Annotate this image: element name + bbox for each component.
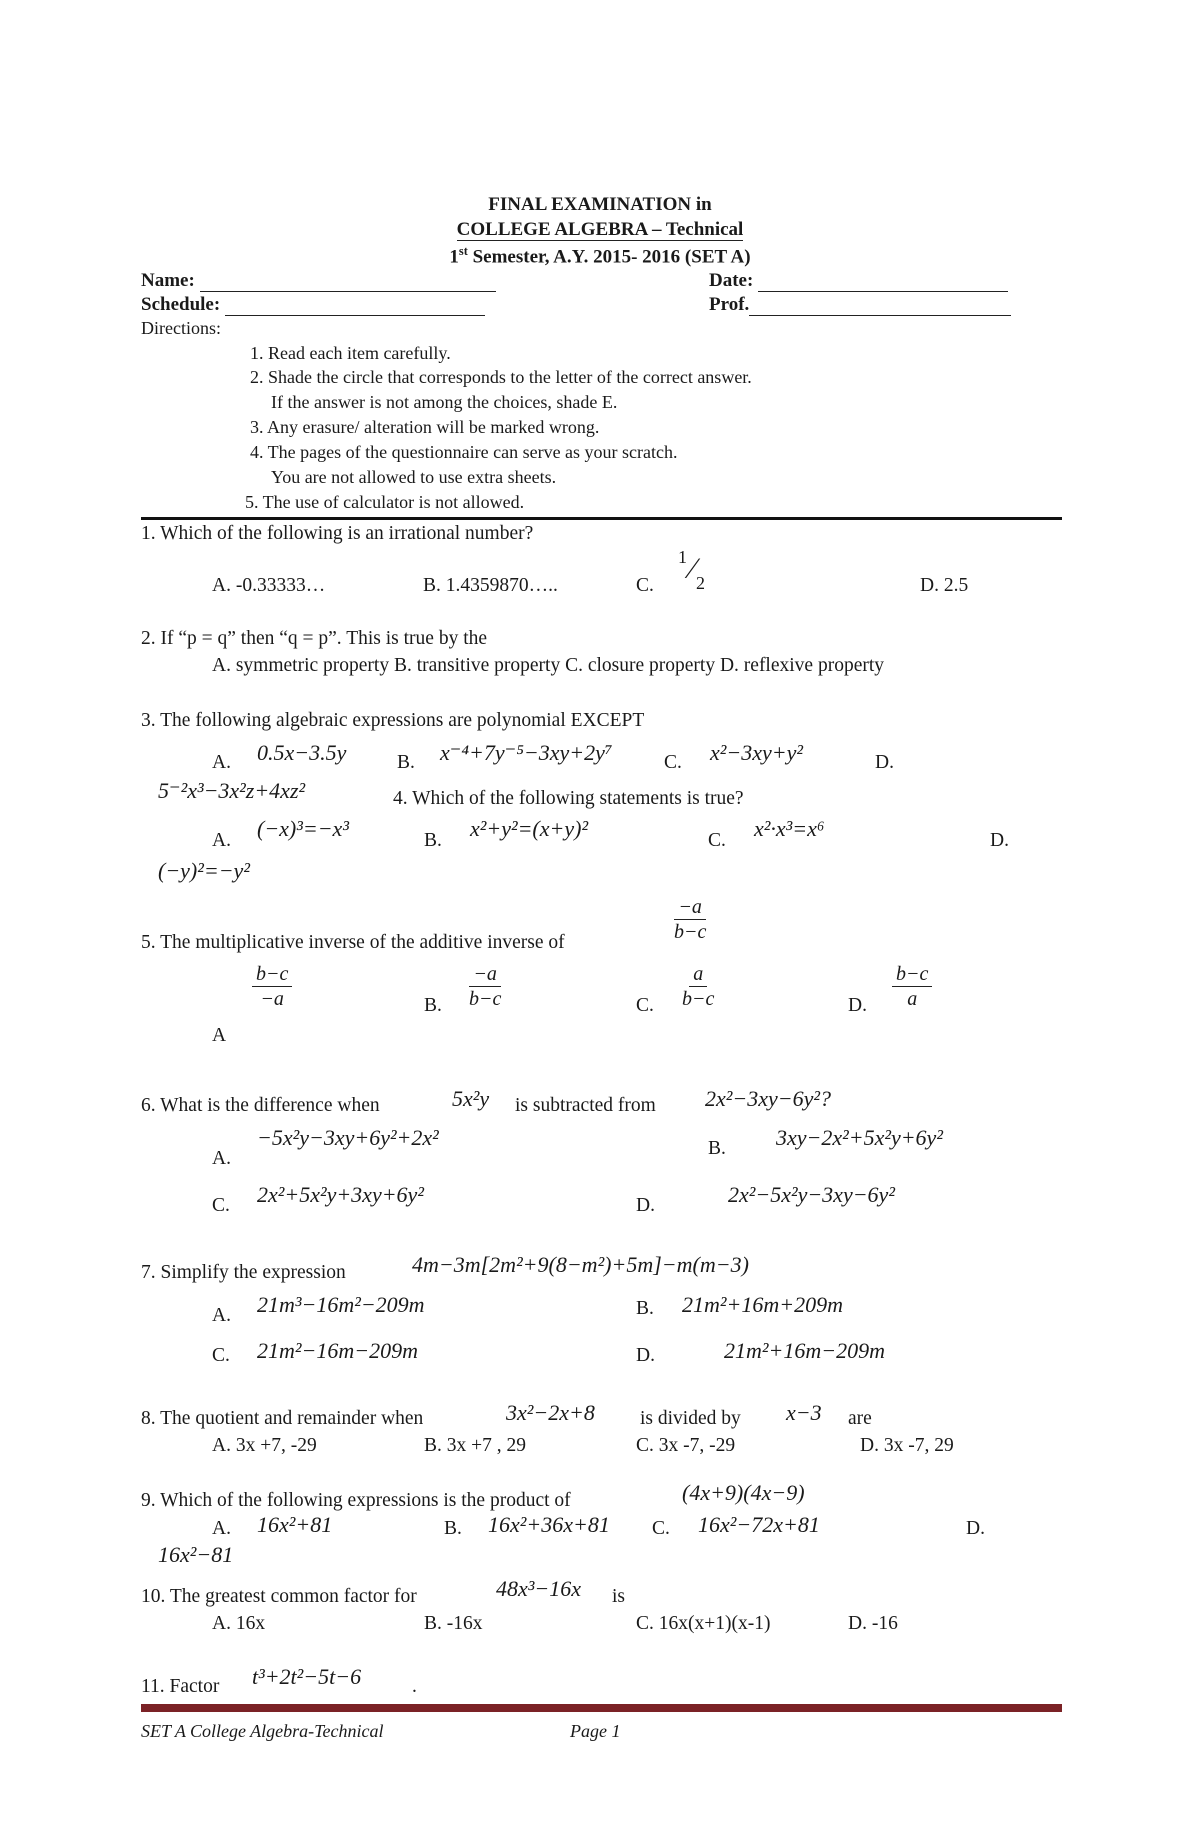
q9-option-c-math: 16x²−72x+81 xyxy=(698,1512,820,1537)
q6-stem-math-2: 2x²−3xy−6y²? xyxy=(705,1086,831,1111)
q5-stem-denominator: b−c xyxy=(674,921,707,943)
q3-option-c-math: x²−3xy+y² xyxy=(710,740,803,765)
q7-stem: 7. Simplify the expression xyxy=(141,1262,346,1283)
q7-option-d-label[interactable]: D. xyxy=(636,1345,655,1366)
footer-rule xyxy=(141,1704,1062,1712)
q5-option-a-fraction xyxy=(252,962,292,1011)
prof-label: Prof. xyxy=(709,294,750,315)
q6-stem-prefix: 6. What is the difference when xyxy=(141,1095,380,1116)
header-divider xyxy=(141,517,1062,520)
q4-option-c-math: x²·x³=x⁶ xyxy=(754,816,825,841)
q2-stem: 2. If “p = q” then “q = p”. This is true by the xyxy=(141,628,488,649)
q7-option-c-label[interactable]: C. xyxy=(212,1345,230,1366)
q3-option-b-math: x⁻⁴+7y⁻⁵−3xy+2y⁷ xyxy=(440,740,613,765)
q5-a-numerator: b−c xyxy=(252,962,292,987)
q8-option-c[interactable]: C. 3x -7, -29 xyxy=(636,1435,736,1456)
q1-option-d[interactable]: D. 2.5 xyxy=(920,575,969,596)
course-title-text: COLLEGE ALGEBRA – Technical xyxy=(456,219,744,240)
direction-item: 3. Any erasure/ alteration will be marked wrong. xyxy=(250,417,600,437)
semester-suffix: st xyxy=(458,244,468,258)
q9-option-c-label[interactable]: C. xyxy=(652,1518,670,1539)
q9-option-b-label[interactable]: B. xyxy=(444,1518,462,1539)
date-field xyxy=(709,270,1008,292)
q11-stem-math: t³+2t²−5t−6 xyxy=(252,1664,362,1689)
q11-stem-post: . xyxy=(412,1676,417,1697)
name-label: Name: xyxy=(141,270,195,291)
q9-option-d-math: 16x²−81 xyxy=(158,1542,234,1567)
q8-option-d[interactable]: D. 3x -7, 29 xyxy=(860,1435,954,1456)
name-blank[interactable] xyxy=(200,275,496,292)
q8-stem-middle: is divided by xyxy=(640,1408,741,1429)
q5-d-numerator: b−c xyxy=(892,962,932,987)
date-label: Date: xyxy=(709,270,754,291)
q10-option-a[interactable]: A. 16x xyxy=(212,1613,266,1634)
q4-option-d-label[interactable]: D. xyxy=(990,830,1009,851)
name-field xyxy=(141,270,496,292)
q11-stem: 11. Factor xyxy=(141,1676,220,1697)
direction-item: You are not allowed to use extra sheets. xyxy=(271,467,557,487)
semester-line xyxy=(0,244,1200,268)
q10-stem-math: 48x³−16x xyxy=(496,1576,581,1601)
q2-options[interactable]: A. symmetric property B. transitive property C. closure property D. reflexive property xyxy=(212,655,885,676)
q7-option-b-label[interactable]: B. xyxy=(636,1298,654,1319)
q9-stem: 9. Which of the following expressions is the product of xyxy=(141,1490,571,1511)
q8-stem-post: are xyxy=(848,1408,872,1429)
q8-stem-math-2: x−3 xyxy=(786,1400,822,1425)
direction-item: 4. The pages of the questionnaire can serve as your scratch. xyxy=(250,442,678,462)
course-title xyxy=(0,219,1200,241)
q9-stem-math: (4x+9)(4x−9) xyxy=(682,1480,805,1505)
q1-c-numerator: 1 xyxy=(678,547,687,567)
q4-stem: 4. Which of the following statements is true? xyxy=(393,788,744,809)
q6-option-d-math: 2x²−5x²y−3xy−6y² xyxy=(728,1182,895,1207)
q10-option-d[interactable]: D. -16 xyxy=(848,1613,898,1634)
q8-option-b[interactable]: B. 3x +7 , 29 xyxy=(424,1435,527,1456)
prof-blank[interactable] xyxy=(749,299,1011,316)
q5-b-numerator: −a xyxy=(469,962,501,987)
q5-option-d-fraction xyxy=(892,962,932,1011)
q9-option-a-label[interactable]: A. xyxy=(212,1518,231,1539)
prof-field xyxy=(709,294,1011,316)
q5-option-c-fraction xyxy=(678,962,718,1011)
q10-stem-post: is xyxy=(612,1586,626,1607)
direction-item: 2. Shade the circle that corresponds to the letter of the correct answer. xyxy=(250,367,752,387)
q5-option-d-label[interactable]: D. xyxy=(848,995,867,1016)
fraction-slash-icon: ⁄ xyxy=(690,552,696,585)
q4-option-b-math: x²+y²=(x+y)² xyxy=(470,816,589,841)
direction-item: 5. The use of calculator is not allowed. xyxy=(245,492,525,512)
q1-stem: 1. Which of the following is an irrational number? xyxy=(141,523,534,544)
schedule-label: Schedule: xyxy=(141,294,221,315)
q4-option-c-label[interactable]: C. xyxy=(708,830,726,851)
q5-option-c-label[interactable]: C. xyxy=(636,995,654,1016)
q10-option-b[interactable]: B. -16x xyxy=(424,1613,483,1634)
date-blank[interactable] xyxy=(758,275,1008,292)
q6-stem-middle: is subtracted from xyxy=(515,1095,656,1116)
semester-text: Semester, A.Y. 2015- 2016 (SET A) xyxy=(467,246,751,268)
q7-option-a-math: 21m³−16m²−209m xyxy=(257,1292,425,1317)
q4-option-d-math: (−y)²=−y² xyxy=(158,858,250,883)
q10-stem: 10. The greatest common factor for xyxy=(141,1586,417,1607)
q7-option-d-math: 21m²+16m−209m xyxy=(724,1338,885,1363)
q6-option-b-label[interactable]: B. xyxy=(708,1138,726,1159)
q6-option-c-label[interactable]: C. xyxy=(212,1195,230,1216)
q5-c-denominator: b−c xyxy=(682,988,715,1010)
q4-option-a-label[interactable]: A. xyxy=(212,830,231,851)
q1-option-c-slash-fraction xyxy=(676,547,716,595)
q9-option-d-label[interactable]: D. xyxy=(966,1518,985,1539)
q3-option-a-label[interactable]: A. xyxy=(212,752,231,773)
q6-stem-math-1: 5x²y xyxy=(452,1086,490,1111)
direction-item: 1. Read each item carefully. xyxy=(250,343,451,363)
q1-c-denominator: 2 xyxy=(696,573,705,593)
q3-option-c-label[interactable]: C. xyxy=(664,752,682,773)
q7-option-a-label[interactable]: A. xyxy=(212,1305,231,1326)
q9-option-a-math: 16x²+81 xyxy=(257,1512,333,1537)
q1-option-b[interactable]: B. 1.4359870….. xyxy=(423,575,558,596)
q7-option-c-math: 21m²−16m−209m xyxy=(257,1338,418,1363)
q4-option-a-math: (−x)³=−x³ xyxy=(257,816,349,841)
q6-option-d-label[interactable]: D. xyxy=(636,1195,655,1216)
q5-c-numerator: a xyxy=(689,962,707,987)
direction-item: If the answer is not among the choices, shade E. xyxy=(271,392,618,412)
q1-option-a[interactable]: A. -0.33333… xyxy=(212,575,326,596)
q5-option-b-fraction xyxy=(465,962,505,1011)
q7-stem-math: 4m−3m[2m²+9(8−m²)+5m]−m(m−3) xyxy=(412,1252,749,1277)
q7-option-b-math: 21m²+16m+209m xyxy=(682,1292,843,1317)
q4-option-b-label[interactable]: B. xyxy=(424,830,442,851)
semester-number: 1 xyxy=(449,246,459,268)
schedule-blank[interactable] xyxy=(225,299,485,316)
q5-a-denominator: −a xyxy=(260,988,284,1010)
q9-option-b-math: 16x²+36x+81 xyxy=(488,1512,610,1537)
q6-option-c-math: 2x²+5x²y+3xy+6y² xyxy=(257,1182,424,1207)
q8-option-a[interactable]: A. 3x +7, -29 xyxy=(212,1435,317,1456)
q8-stem-math-1: 3x²−2x+8 xyxy=(506,1400,595,1425)
q5-stem-fraction xyxy=(670,895,710,944)
schedule-field xyxy=(141,294,485,316)
q5-d-denominator: a xyxy=(907,988,918,1010)
q8-stem-prefix: 8. The quotient and remainder when xyxy=(141,1408,424,1429)
q3-option-a-math: 0.5x−3.5y xyxy=(257,740,347,765)
q5-option-a-label[interactable]: A xyxy=(212,1025,227,1046)
q5-stem: 5. The multiplicative inverse of the additive inverse of xyxy=(141,932,565,953)
q1-option-c[interactable]: C. xyxy=(636,575,654,596)
footer-page-number: Page 1 xyxy=(570,1721,621,1741)
q3-option-d-label[interactable]: D. xyxy=(875,752,894,773)
q6-option-a-math: −5x²y−3xy+6y²+2x² xyxy=(257,1125,439,1150)
q6-option-b-math: 3xy−2x²+5x²y+6y² xyxy=(776,1125,943,1150)
exam-title: FINAL EXAMINATION in xyxy=(488,194,712,215)
q3-option-d-math: 5⁻²x³−3x²z+4xz² xyxy=(158,778,306,803)
footer-left: SET A College Algebra-Technical xyxy=(141,1721,384,1741)
q5-option-b-label[interactable]: B. xyxy=(424,995,442,1016)
q3-option-b-label[interactable]: B. xyxy=(397,752,415,773)
q5-stem-numerator: −a xyxy=(674,895,706,920)
q3-stem: 3. The following algebraic expressions are polynomial EXCEPT xyxy=(141,710,645,731)
q5-b-denominator: b−c xyxy=(469,988,502,1010)
directions-title: Directions: xyxy=(141,318,221,338)
q6-option-a-label[interactable]: A. xyxy=(212,1148,231,1169)
q10-option-c[interactable]: C. 16x(x+1)(x-1) xyxy=(636,1613,771,1634)
